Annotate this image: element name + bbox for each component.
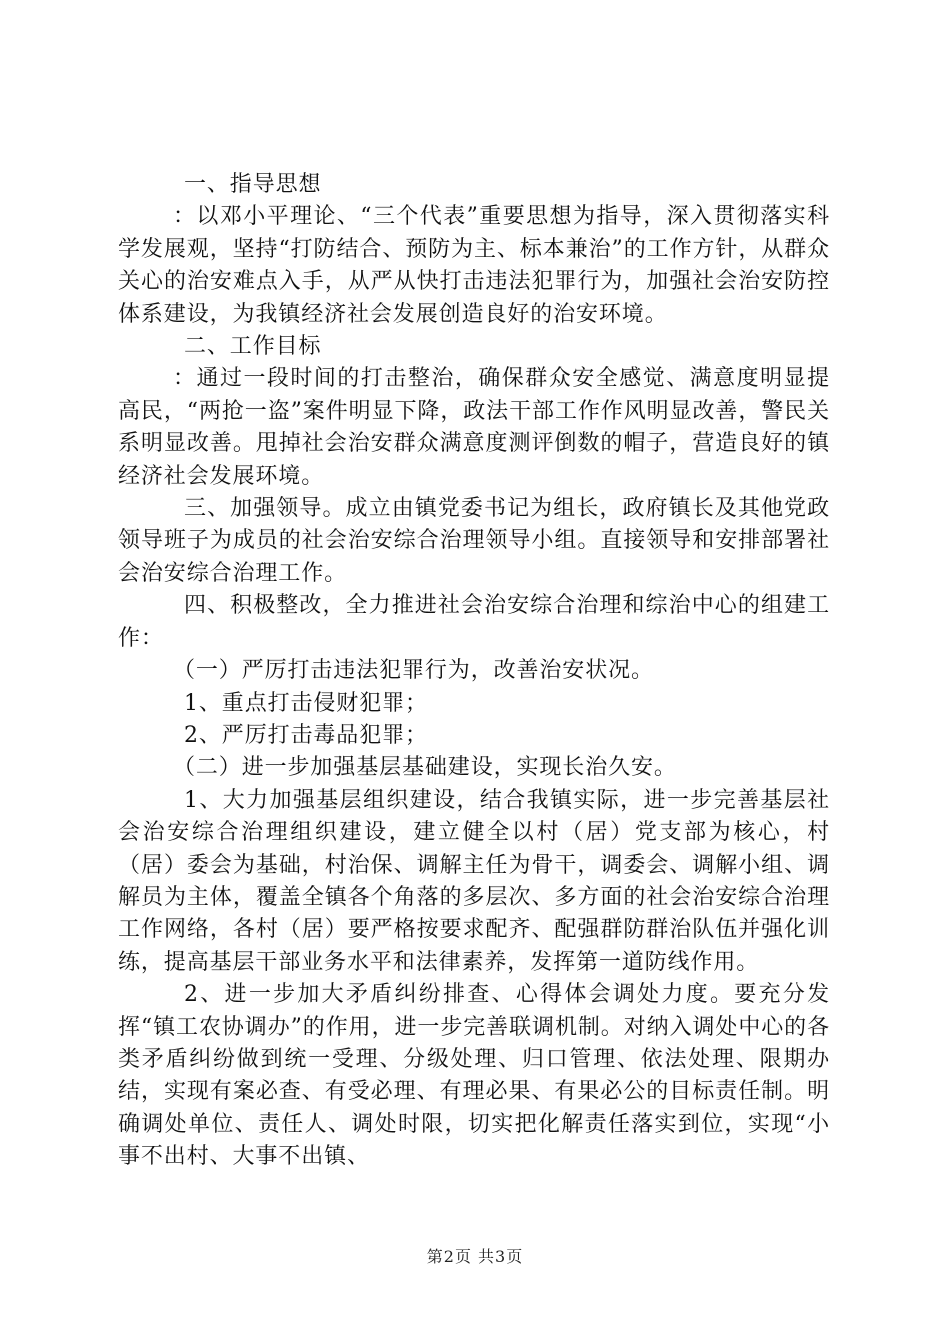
paragraph-rectification: 四、积极整改，全力推进社会治安综合治理和综治中心的组建工作： <box>118 593 830 651</box>
paragraph-dispute-mediation: 2、进一步加大矛盾纠纷排查、心得体会调处力度。要充分发挥“镇工农协调办”的作用，进一步完善联调机制。对纳入调处中心的各类矛盾纠纷做到统一受理、分级处理、归口管理、依法处理、限期办结，实现有案必查、有受必理、有理必果、有果必公的目标责任制。明确调处单位、责任人、调处时限，切实把化解责任落实到位，实现“小事不出村、大事不出镇、 <box>118 982 830 1170</box>
paragraph-guiding-ideology: ：以邓小平理论、“三个代表”重要思想为指导，深入贯彻落实科学发展观，坚持“打防结合、预防为主、标本兼治”的工作方针，从群众关心的治安难点入手，从严从快打击违法犯罪行为，加强社会治安防控体系建设，为我镇经济社会发展创造良好的治安环境。 <box>118 204 830 327</box>
subsection-heading-grassroots: （二）进一步加强基层基础建设，实现长治久安。 <box>173 755 677 781</box>
document-body <box>118 169 830 1174</box>
paragraph-grassroots-organization: 1、大力加强基层组织建设，结合我镇实际，进一步完善基层社会治安综合治理组织建设，建立健全以村（居）党支部为核心，村（居）委会为基础，村治保、调解主任为骨干，调委会、调解小组、调解员为主体，覆盖全镇各个角落的多层次、多方面的社会治安综合治理工作网络，各村（居）要严格按要求配齐、配强群防群治队伍并强化训练，提高基层干部业务水平和法律素养，发挥第一道防线作用。 <box>118 787 830 975</box>
list-item-drug-crime: 2、严厉打击毒品犯罪； <box>184 722 428 748</box>
paragraph-work-goals: ：通过一段时间的打击整治，确保群众安全感觉、满意度明显提高民，“两抢一盗”案件明显下降，政法干部工作作风明显改善，警民关系明显改善。甩掉社会治安群众满意度测评倒数的帽子，营造良好的镇经济社会发展环境。 <box>118 366 830 489</box>
section-heading-work-goals: 二、工作目标 <box>184 334 322 360</box>
paragraph-strengthen-leadership: 三、加强领导。成立由镇党委书记为组长，政府镇长及其他党政领导班子为成员的社会治安综合治理领导小组。直接领导和安排部署社会治安综合治理工作。 <box>118 496 830 586</box>
subsection-heading-crackdown: （一）严厉打击违法犯罪行为，改善治安状况。 <box>173 658 654 684</box>
page-number-footer: 第2页 共3页 <box>426 1247 524 1266</box>
section-heading-guiding-ideology: 一、指导思想 <box>184 172 322 197</box>
list-item-property-crime: 1、重点打击侵财犯罪； <box>184 690 428 716</box>
